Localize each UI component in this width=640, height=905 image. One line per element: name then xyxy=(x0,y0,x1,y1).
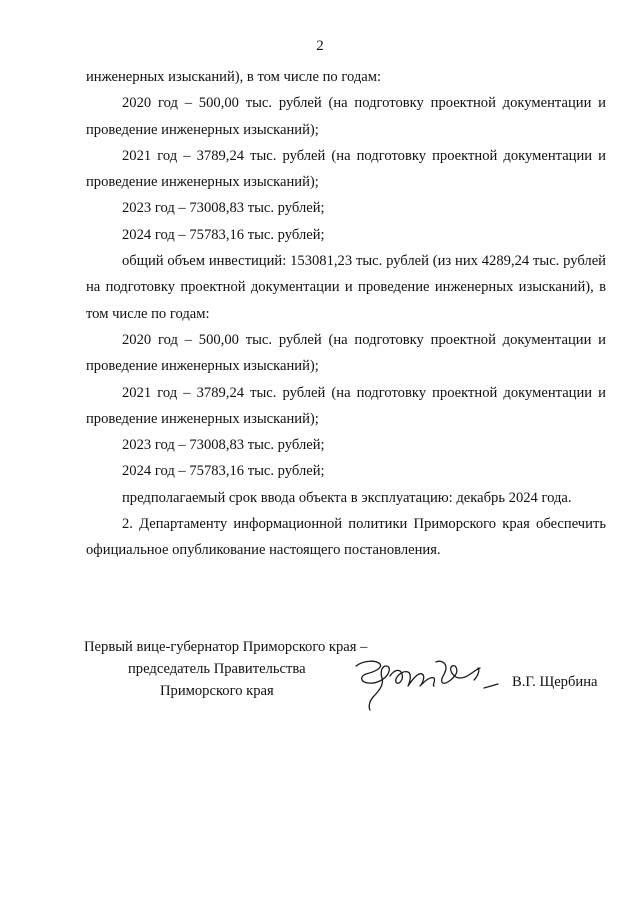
page-number: 2 xyxy=(316,38,324,54)
paragraph: инженерных изысканий), в том числе по годам: xyxy=(86,69,382,85)
signatory-name: В.Г. Щербина xyxy=(512,674,598,690)
body-text xyxy=(86,64,606,564)
signatory-title-line: Приморского края xyxy=(160,683,274,699)
signatory-title-line: Первый вице-губернатор Приморского края – xyxy=(84,639,368,655)
paragraph: 2. Департаменту информационной политики Приморского края обеспечить официальное опубликование настоящего постановления. xyxy=(86,516,606,559)
paragraph: 2021 год – 3789,24 тыс. рублей (на подготовку проектной документации и проведение инженерных изысканий); xyxy=(86,384,606,427)
paragraph: 2024 год – 75783,16 тыс. рублей; xyxy=(122,463,325,480)
paragraph: общий объем инвестиций: 153081,23 тыс. рублей (из них 4289,24 тыс. рублей на подготовку проектной документации и проведение инженерных изысканий), в том числе по годам: xyxy=(86,253,606,322)
paragraph: 2023 год – 73008,83 тыс. рублей; xyxy=(122,437,325,454)
paragraph: 2020 год – 500,00 тыс. рублей (на подготовку проектной документации и проведение инженерных изысканий); xyxy=(86,331,606,375)
signatory-title-line: председатель Правительства xyxy=(128,661,306,677)
paragraph: 2023 год – 73008,83 тыс. рублей; xyxy=(122,200,325,217)
handwritten-signature xyxy=(350,652,502,716)
paragraph: 2020 год – 500,00 тыс. рублей (на подготовку проектной документации и проведение инженерных изысканий); xyxy=(86,95,606,138)
signatory-title xyxy=(84,636,367,702)
paragraph: 2024 год – 75783,16 тыс. рублей; xyxy=(122,226,325,243)
paragraph: предполагаемый срок ввода объекта в эксплуатацию: декабрь 2024 года. xyxy=(122,489,572,506)
paragraph: 2021 год – 3789,24 тыс. рублей (на подготовку проектной документации и проведение инженерных изысканий); xyxy=(86,147,606,191)
